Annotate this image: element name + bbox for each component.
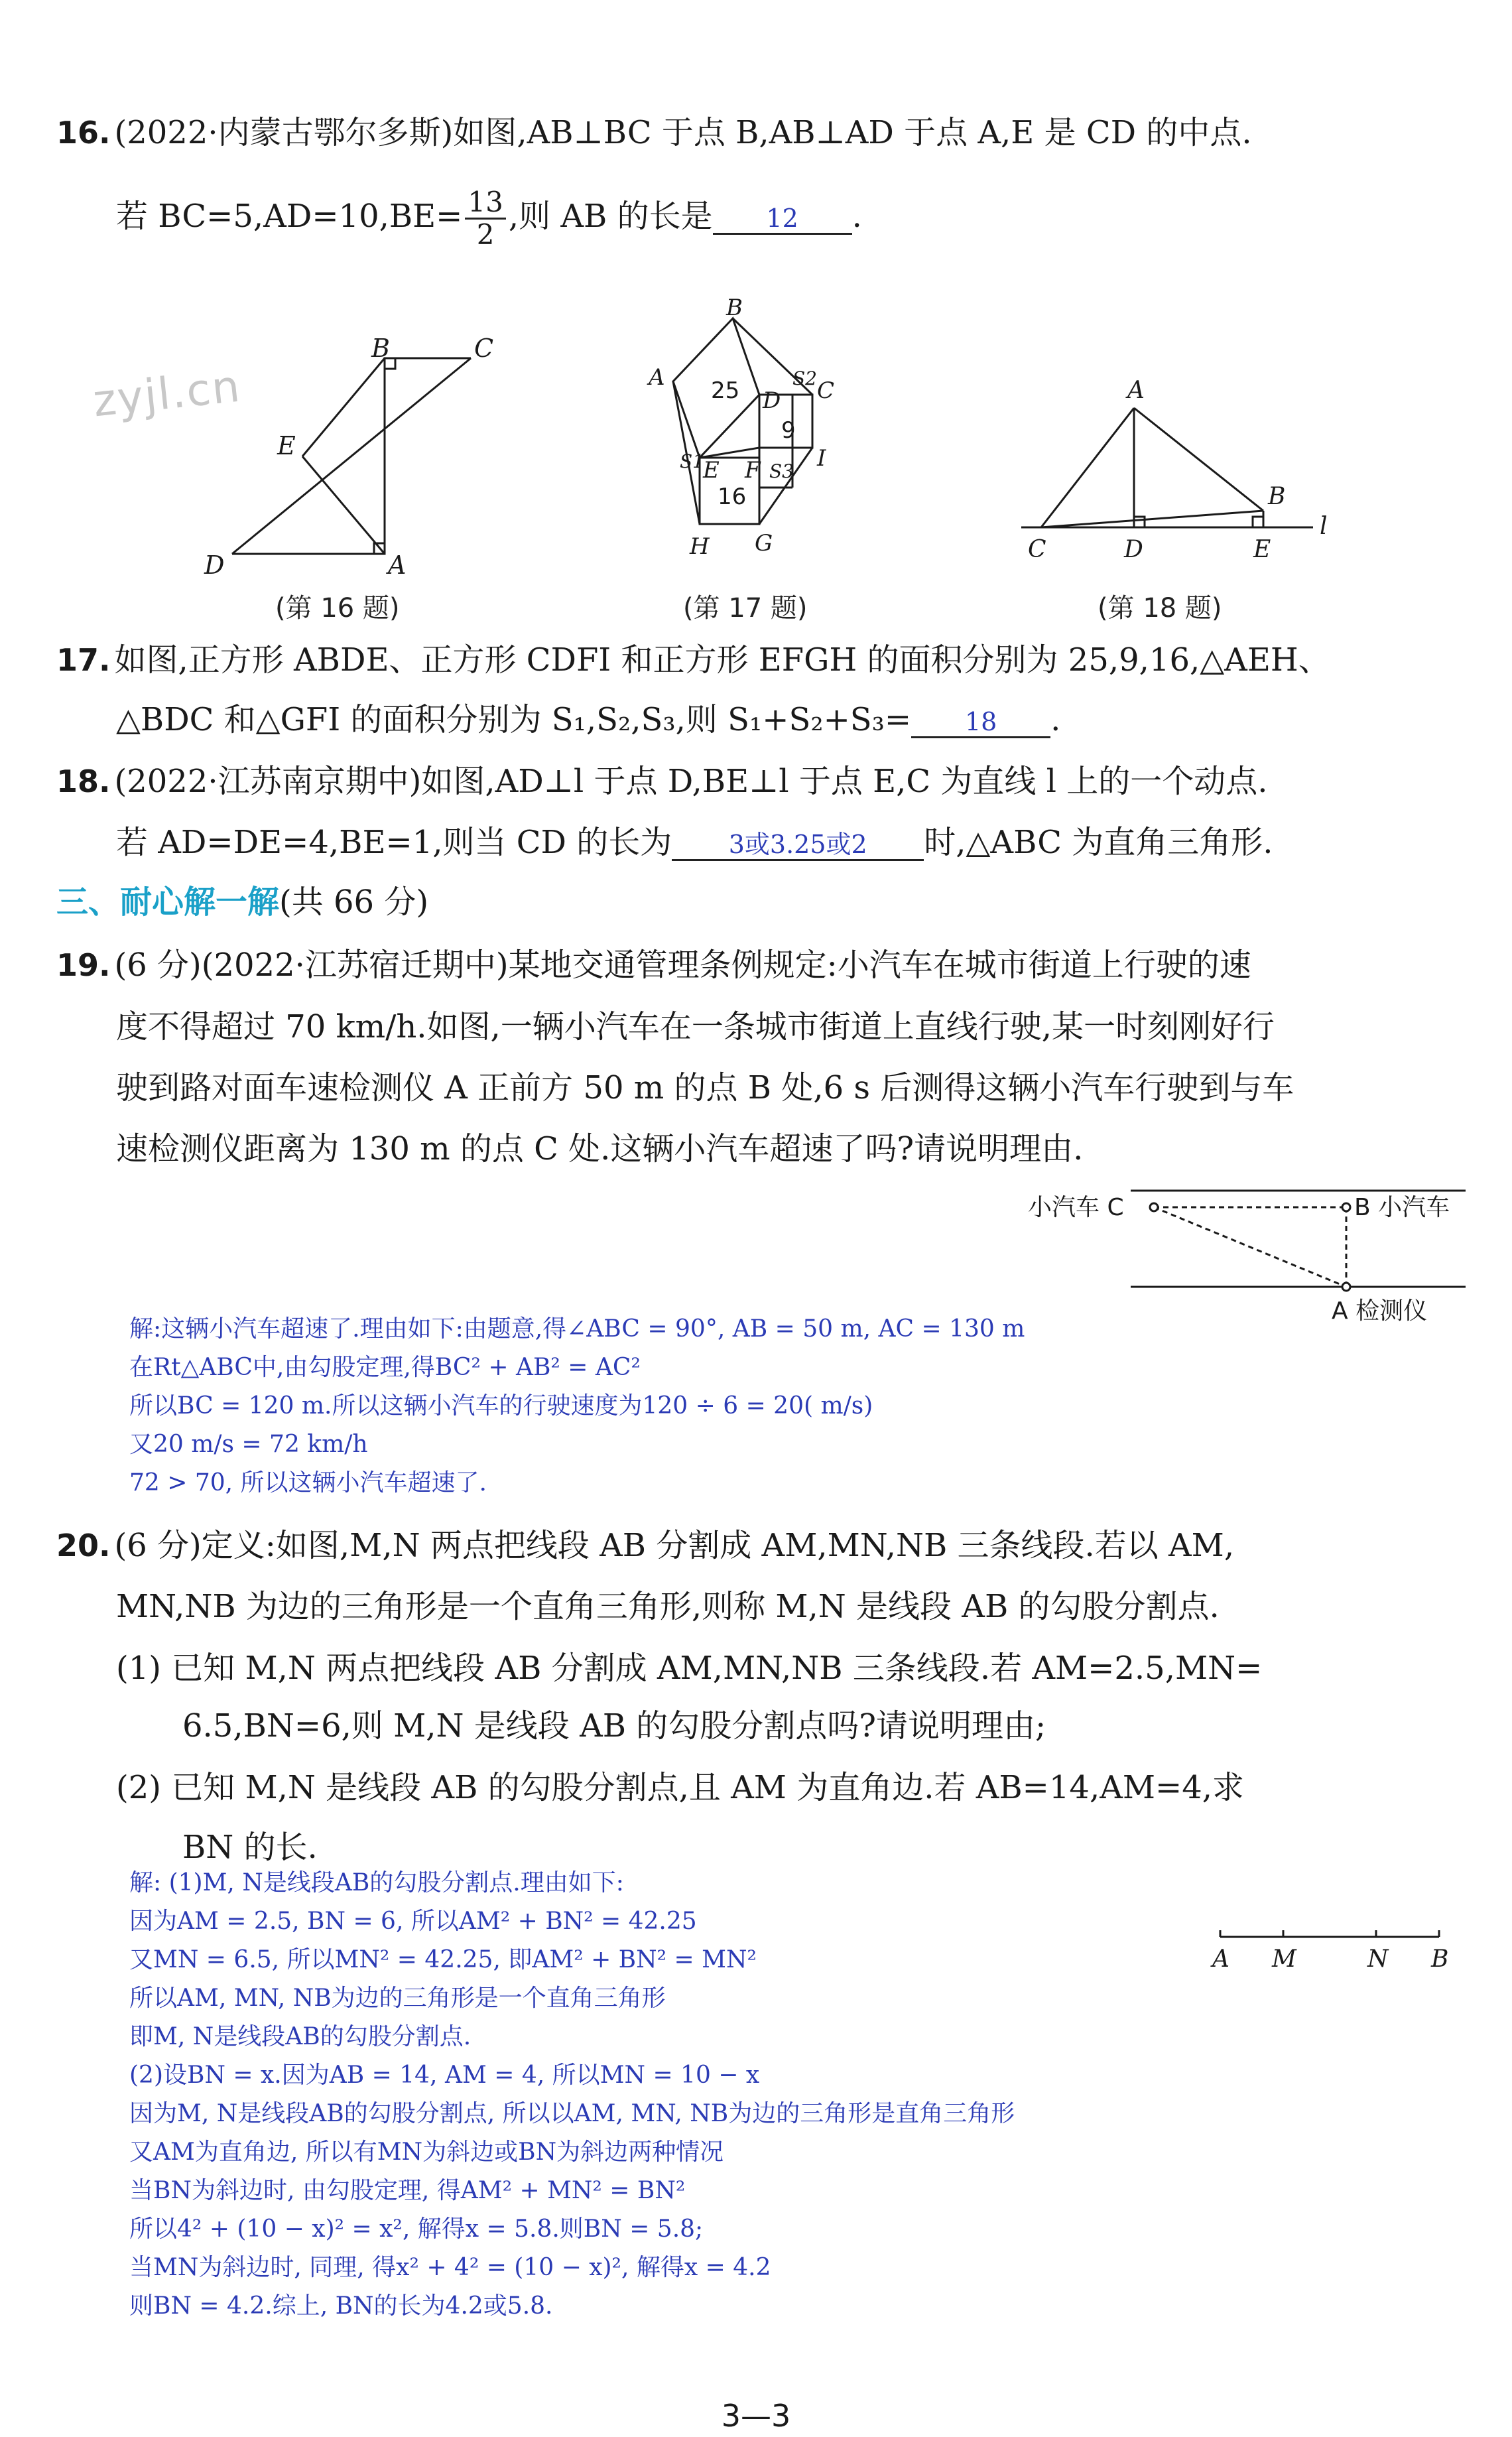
q19-line-3: 驶到路对面车速检测仪 A 正前方 50 m 的点 B 处,6 s 后测得这辆小汽车行驶到与车 — [116, 1069, 1294, 1106]
fig16-label-d: D — [204, 551, 225, 580]
q16-text-1: (2022·内蒙古鄂尔多斯)如图,AB⊥BC 于点 B,AB⊥AD 于点 A,E 是 CD 的中点. — [114, 114, 1252, 151]
fig20-label-b: B — [1431, 1945, 1449, 1973]
q16-line-1 — [56, 113, 1252, 153]
figure-17 — [637, 295, 915, 577]
fig17-label-d: D — [763, 387, 781, 414]
q18-answer: 3或3.25或2 — [672, 830, 924, 861]
q20-number: 20. — [56, 1528, 111, 1563]
fig20-label-n: N — [1367, 1945, 1389, 1973]
figure-19 — [1015, 1174, 1492, 1327]
q19-answer-1: 解:这辆小汽车超速了.理由如下:由题意,得∠ABC = 90°, AB = 50 m, AC = 130 m — [129, 1315, 1025, 1343]
q20-answer-11: 当MN为斜边时, 同理, 得x² + 4² = (10 − x)², 解得x = 4.2 — [129, 2254, 771, 2281]
q17-line-1 — [56, 640, 1330, 680]
fig17-label-s1: S1 — [680, 450, 704, 472]
q16-frac-num: 13 — [465, 187, 505, 220]
q20-line-1 — [56, 1526, 1234, 1565]
fig18-caption: (第 18 题) — [1098, 593, 1222, 624]
fig17-label-a: A — [649, 364, 665, 391]
fig19-car-c: 小汽车 C — [1028, 1194, 1124, 1221]
q19-text-1: (6 分)(2022·江苏宿迁期中)某地交通管理条例规定:小汽车在城市街道上行驶的速 — [114, 947, 1251, 984]
section-3-title: 三、耐心解一解 — [56, 884, 280, 921]
q20-answer-1: 解: (1)M, N是线段AB的勾股分割点.理由如下: — [129, 1869, 624, 1896]
q19-answer-2: 在Rt△ABC中,由勾股定理,得BC² + AB² = AC² — [129, 1354, 641, 1381]
q18-text-1: (2022·江苏南京期中)如图,AD⊥l 于点 D,BE⊥l 于点 E,C 为直线 l 上的一个动点. — [114, 763, 1268, 800]
figure-20 — [1200, 1917, 1452, 1983]
q17-line-2 — [116, 700, 1060, 740]
q19-answer-5: 72 > 70, 所以这辆小汽车超速了. — [129, 1469, 487, 1496]
q20-answer-12: 则BN = 4.2.综上, BN的长为4.2或5.8. — [129, 2292, 553, 2320]
q20-part2-line-2: BN 的长. — [182, 1829, 318, 1866]
q19-answer-4: 又20 m/s = 72 km/h — [129, 1431, 368, 1458]
q16-text-2b: ,则 AB 的长是 — [508, 198, 713, 235]
fig18-label-b: B — [1268, 483, 1286, 510]
q17-answer: 18 — [911, 707, 1050, 738]
fig20-label-m: M — [1272, 1945, 1296, 1973]
q16-line-2 — [116, 187, 862, 250]
fig16-label-e: E — [277, 431, 296, 460]
q16-text-2a: 若 BC=5,AD=10,BE= — [116, 198, 463, 235]
fig19-detector: A 检测仪 — [1332, 1297, 1428, 1325]
fig16-label-a: A — [388, 551, 407, 580]
q20-line-2: MN,NB 为边的三角形是一个直角三角形,则称 M,N 是线段 AB 的勾股分割点. — [116, 1588, 1220, 1625]
section-3-score: (共 66 分) — [279, 884, 429, 921]
fig16-caption: (第 16 题) — [275, 593, 400, 624]
fig18-label-d: D — [1124, 536, 1143, 563]
fig17-label-s2: S2 — [792, 367, 817, 389]
q18-line-1 — [56, 761, 1268, 801]
fig19-car-b: B 小汽车 — [1354, 1194, 1450, 1221]
q20-answer-8: 又AM为直角边, 所以有MN为斜边或BN为斜边两种情况 — [129, 2139, 724, 2166]
fig16-label-b: B — [371, 334, 390, 363]
q16-frac-den: 2 — [476, 218, 495, 251]
q19-number: 19. — [56, 947, 111, 983]
q18-number: 18. — [56, 763, 111, 799]
figure-16 — [192, 318, 564, 597]
q19-answer-3: 所以BC = 120 m.所以这辆小汽车的行驶速度为120 ÷ 6 = 20( m/s) — [129, 1392, 873, 1419]
q16-number: 16. — [56, 115, 111, 151]
q20-answer-4: 所以AM, MN, NB为边的三角形是一个直角三角形 — [129, 1985, 666, 2012]
q20-part2-line-1: (2) 已知 M,N 是线段 AB 的勾股分割点,且 AM 为直角边.若 AB=14,AM=4,求 — [116, 1769, 1245, 1806]
q20-answer-10: 所以4² + (10 − x)² = x², 解得x = 5.8.则BN = 5.8; — [129, 2215, 704, 2243]
q18-text-2a: 若 AD=DE=4,BE=1,则当 CD 的长为 — [116, 824, 672, 861]
q20-answer-7: 因为M, N是线段AB的勾股分割点, 所以以AM, MN, NB为边的三角形是直角三角形 — [129, 2100, 1015, 2127]
fig17-caption: (第 17 题) — [683, 593, 808, 624]
q20-part1-line-1: (1) 已知 M,N 两点把线段 AB 分割成 AM,MN,NB 三条线段.若 AM=2.5,MN= — [116, 1650, 1263, 1687]
q18-text-2b: 时,△ABC 为直角三角形. — [924, 824, 1273, 861]
page-number: 3—3 — [721, 2398, 791, 2434]
q20-answer-2: 因为AM = 2.5, BN = 6, 所以AM² + BN² = 42.25 — [129, 1908, 697, 1935]
fig17-label-c: C — [817, 377, 835, 404]
q19-line-4: 速检测仪距离为 130 m 的点 C 处.这辆小汽车超速了吗?请说明理由. — [116, 1130, 1084, 1167]
fig18-label-l: l — [1320, 513, 1328, 540]
q20-answer-3: 又MN = 6.5, 所以MN² = 42.25, 即AM² + BN² = MN² — [129, 1946, 757, 1973]
fig16-label-c: C — [474, 334, 494, 363]
fig17-label-g: G — [755, 530, 773, 557]
q20-answer-6: (2)设BN = x.因为AB = 14, AM = 4, 所以MN = 10 − x — [129, 2062, 760, 2089]
q20-answer-9: 当BN为斜边时, 由勾股定理, 得AM² + MN² = BN² — [129, 2177, 686, 2204]
q16-answer: 12 — [713, 204, 852, 235]
fig17-label-f: F — [745, 457, 761, 484]
fig17-label-h: H — [690, 533, 710, 560]
fig17-label-s3: S3 — [769, 460, 794, 482]
q17-number: 17. — [56, 642, 111, 678]
fig20-label-a: A — [1212, 1945, 1229, 1973]
q19-line-2: 度不得超过 70 km/h.如图,一辆小汽车在一条城市街道上直线行驶,某一时刻刚好行 — [116, 1008, 1275, 1045]
q17-text-1: 如图,正方形 ABDE、正方形 CDFI 和正方形 EFGH 的面积分别为 25,9,16,△AEH、 — [114, 641, 1330, 679]
fig18-label-e: E — [1253, 536, 1271, 563]
q18-line-2 — [116, 823, 1273, 862]
q16-end: . — [851, 198, 862, 235]
fig17-label-9: 9 — [781, 417, 796, 444]
fig17-label-i: I — [817, 445, 826, 472]
fig17-label-b: B — [726, 295, 743, 321]
q16-fraction — [465, 187, 505, 250]
fig17-label-e: E — [703, 457, 720, 484]
q20-answer-5: 即M, N是线段AB的勾股分割点. — [129, 2023, 472, 2050]
fig17-label-25: 25 — [711, 377, 740, 404]
q17-text-2: △BDC 和△GFI 的面积分别为 S₁,S₂,S₃,则 S₁+S₂+S₃= — [116, 701, 912, 738]
q17-end: . — [1050, 701, 1061, 738]
q20-text-1: (6 分)定义:如图,M,N 两点把线段 AB 分割成 AM,MN,NB 三条线段.若以 AM, — [114, 1527, 1235, 1564]
q19-line-1 — [56, 945, 1251, 985]
fig18-label-c: C — [1028, 536, 1046, 563]
watermark: zyjl.cn — [90, 360, 243, 427]
fig18-label-a: A — [1127, 377, 1145, 404]
section-3-heading — [56, 882, 428, 922]
fig17-label-16: 16 — [718, 484, 747, 510]
q20-part1-line-2: 6.5,BN=6,则 M,N 是线段 AB 的勾股分割点吗?请说明理由; — [182, 1707, 1046, 1745]
